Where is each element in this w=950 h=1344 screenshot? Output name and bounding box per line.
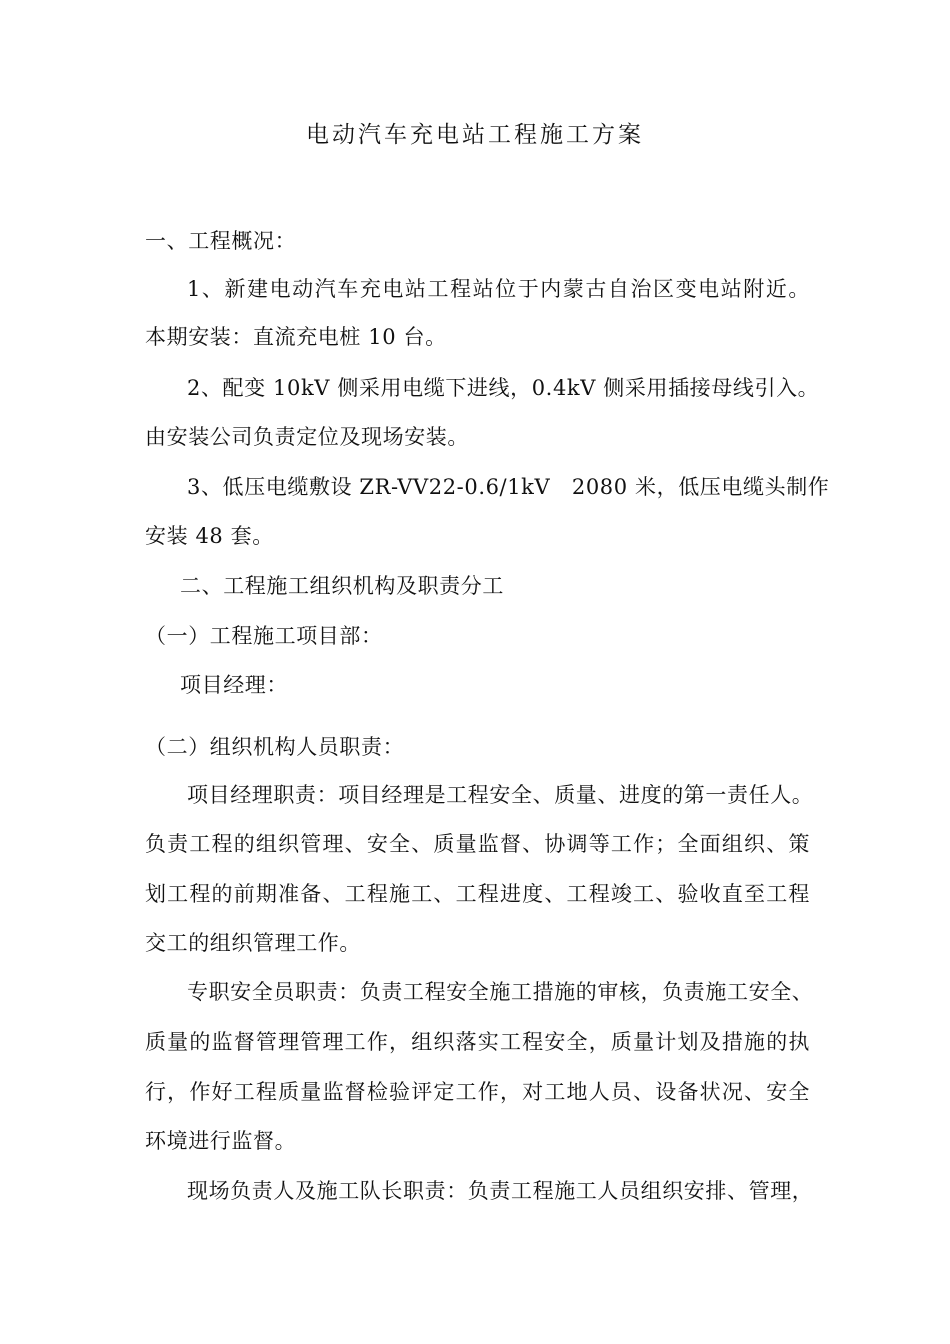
paragraph-line: 环境进行监督。 <box>145 1129 297 1153</box>
subsection-heading-project-dept: （一）工程施工项目部： <box>145 624 383 648</box>
document-title: 电动汽车充电站工程施工方案 <box>306 122 644 148</box>
paragraph-line: 负责工程的组织管理、安全、质量监督、协调等工作；全面组织、策 <box>145 832 810 856</box>
paragraph-line: 本期安装：直流充电桩 10 台。 <box>145 325 447 349</box>
paragraph-line: 安装 48 套。 <box>145 524 274 548</box>
paragraph-line: 现场负责人及施工队长职责：负责工程施工人员组织安排、管理， <box>187 1179 814 1203</box>
paragraph-line: 划工程的前期准备、工程施工、工程进度、工程竣工、验收直至工程 <box>145 882 810 906</box>
paragraph-line: 行，作好工程质量监督检验评定工作，对工地人员、设备状况、安全 <box>145 1080 810 1104</box>
paragraph-line: 1、新建电动汽车充电站工程站位于内蒙古自治区变电站附近。 <box>187 277 810 301</box>
section-heading-organization: 二、工程施工组织机构及职责分工 <box>180 574 504 598</box>
paragraph-line: 由安装公司负责定位及现场安装。 <box>145 425 469 449</box>
paragraph-line: 项目经理职责：项目经理是工程安全、质量、进度的第一责任人。 <box>187 783 814 807</box>
section-heading-overview: 一、工程概况： <box>145 229 297 253</box>
paragraph-line: 2、配变 10kV 侧采用电缆下进线，0.4kV 侧采用插接母线引入。 <box>187 376 820 400</box>
paragraph-line: 3、低压电缆敷设 ZR-VV22-0.6/1kV 2080 米，低压电缆头制作 <box>187 475 830 499</box>
paragraph-line: 专职安全员职责：负责工程安全施工措施的审核，负责施工安全、 <box>187 980 814 1004</box>
paragraph-line: 交工的组织管理工作。 <box>145 931 361 955</box>
paragraph-line: 质量的监督管理管理工作，组织落实工程安全，质量计划及措施的执 <box>145 1030 810 1054</box>
subsection-heading-duties: （二）组织机构人员职责： <box>145 735 405 759</box>
paragraph-line: 项目经理： <box>180 673 288 697</box>
